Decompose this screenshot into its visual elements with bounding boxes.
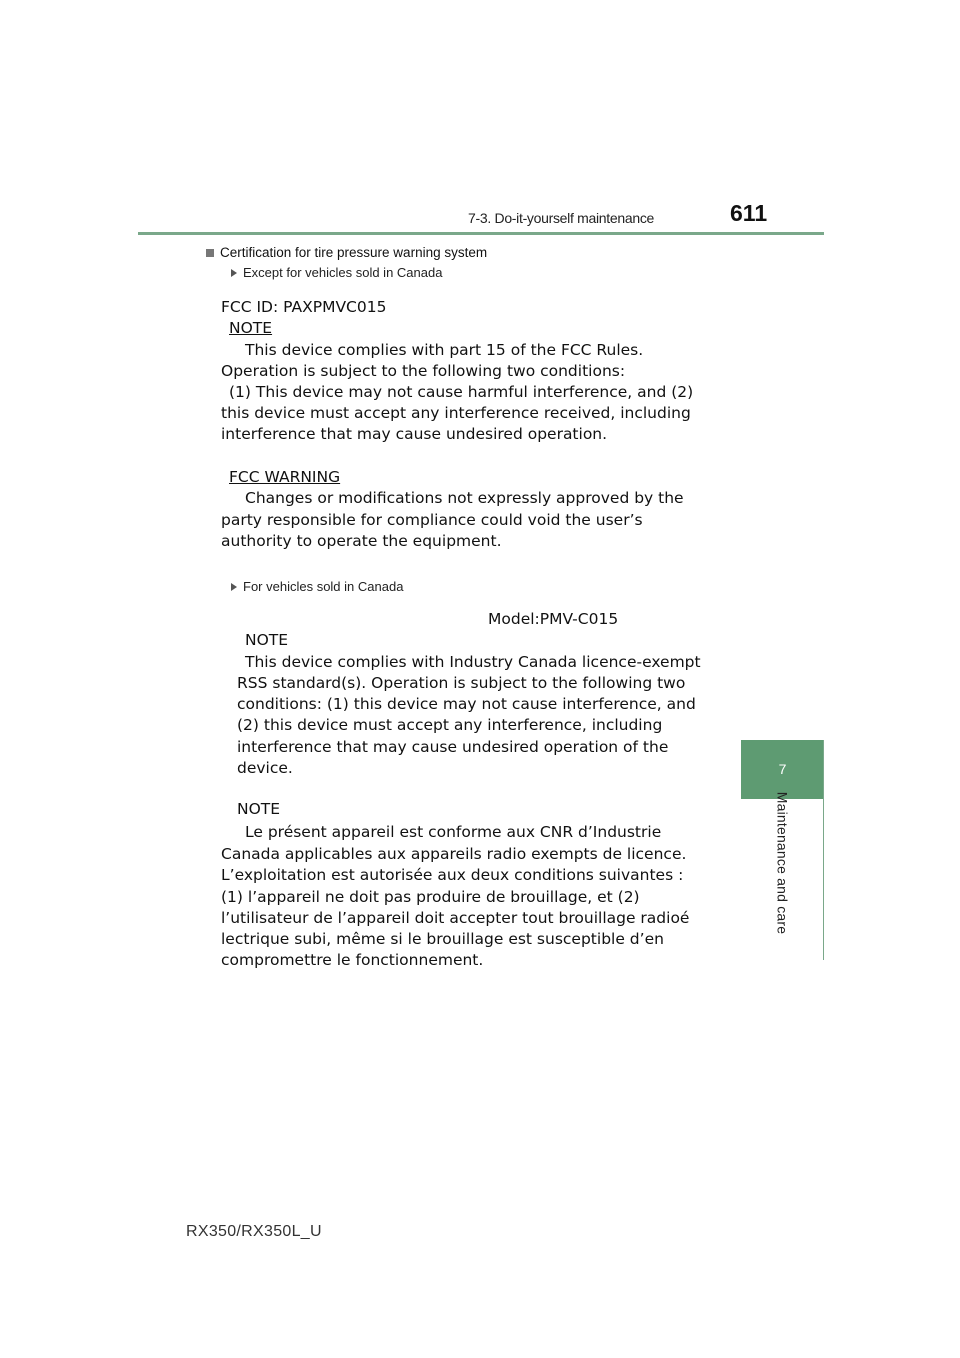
subheading-except-canada <box>231 265 442 280</box>
footer-model: RX350/RX350L_U <box>186 1223 322 1240</box>
canada-note-line: (2) this device must accept any interference, including <box>237 716 663 734</box>
chapter-title: Maintenance and care <box>774 791 791 935</box>
canada-fr-line: L’exploitation est autorisée aux deux conditions suivantes : <box>221 866 684 884</box>
subheading-text: Except for vehicles sold in Canada <box>243 265 443 280</box>
canada-fr-line: lectrique subi, même si le brouillage est susceptible d’en <box>221 930 664 948</box>
subheading-canada <box>231 579 403 594</box>
triangle-bullet-icon <box>231 583 237 591</box>
fcc-id: FCC ID: PAXPMVC015 <box>221 298 387 316</box>
canada-fr-line: l’utilisateur de l’appareil doit accepter tout brouillage radioé <box>221 909 690 927</box>
chapter-tab: 7 <box>741 740 824 799</box>
canada-note-label: NOTE <box>245 631 289 649</box>
canada-model: Model:PMV-C015 <box>488 610 619 628</box>
page-number: 611 <box>730 200 768 226</box>
canada-note-line: device. <box>237 759 293 777</box>
canada-fr-note-label: NOTE <box>237 800 281 818</box>
canada-note-line: interference that may cause undesired operation of the <box>237 738 669 756</box>
canada-fr-line: Le présent appareil est conforme aux CNR d’Industrie <box>245 823 662 841</box>
canada-note-line: conditions: (1) this device may not cause interference, and <box>237 695 696 713</box>
fcc-note-line: interference that may cause undesired operation. <box>221 425 608 443</box>
section-heading <box>206 245 487 260</box>
triangle-bullet-icon <box>231 269 237 277</box>
fcc-note-line: Operation is subject to the following two conditions: <box>221 362 626 380</box>
canada-note-line: This device complies with Industry Canada licence-exempt <box>245 653 701 671</box>
side-divider <box>823 740 824 960</box>
fcc-warning-line: party responsible for compliance could void the user’s <box>221 511 643 529</box>
fcc-warning-line: authority to operate the equipment. <box>221 532 502 550</box>
fcc-warning-line: Changes or modifications not expressly approved by the <box>245 489 684 507</box>
header-divider <box>138 232 824 235</box>
subheading-text: For vehicles sold in Canada <box>243 579 404 594</box>
canada-fr-line: compromettre le fonctionnement. <box>221 951 484 969</box>
section-title: 7-3. Do-it-yourself maintenance <box>468 210 655 226</box>
fcc-note-line: (1) This device may not cause harmful interference, and (2) <box>229 383 694 401</box>
fcc-note-label: NOTE <box>229 319 273 337</box>
canada-fr-line: (1) l’appareil ne doit pas produire de brouillage, et (2) <box>221 888 640 906</box>
square-bullet-icon <box>206 249 214 257</box>
fcc-note-line: This device complies with part 15 of the FCC Rules. <box>245 341 644 359</box>
canada-fr-line: Canada applicables aux appareils radio exempts de licence. <box>221 845 687 863</box>
section-heading-text: Certification for tire pressure warning system <box>220 245 488 260</box>
fcc-note-line: this device must accept any interference received, including <box>221 404 691 422</box>
canada-note-line: RSS standard(s). Operation is subject to the following two <box>237 674 686 692</box>
fcc-warning-label: FCC WARNING <box>229 468 341 486</box>
